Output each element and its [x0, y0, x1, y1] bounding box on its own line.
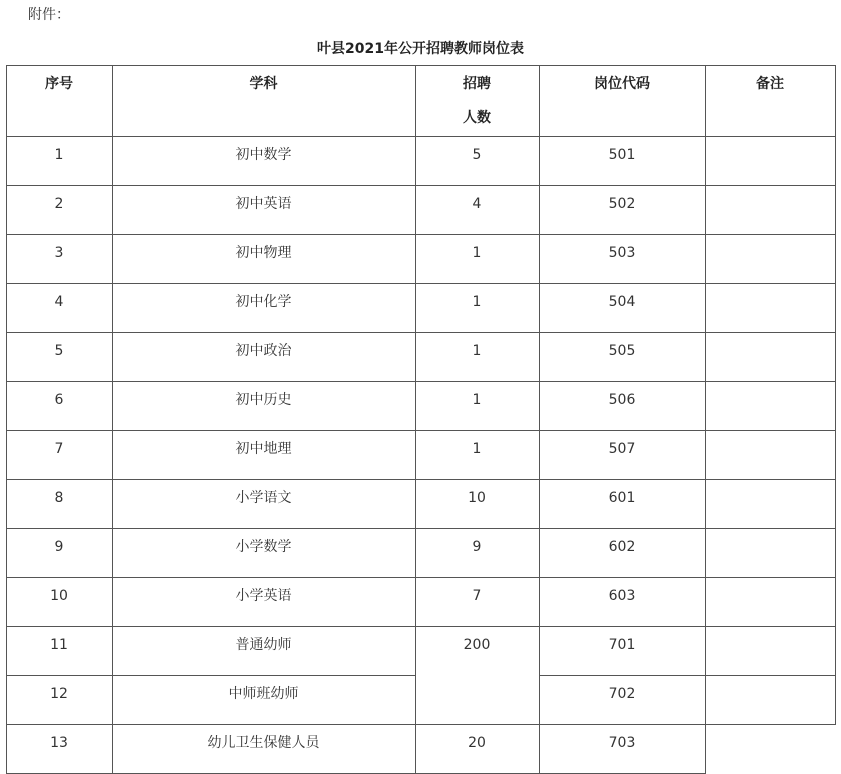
cell-remark	[705, 675, 835, 724]
cell-remark	[705, 577, 835, 626]
cell-index: 7	[54, 441, 64, 457]
column-divider	[415, 65, 416, 774]
row-divider	[6, 234, 836, 235]
row-divider	[6, 381, 836, 382]
cell-code: 702	[608, 686, 636, 702]
cell-subject: 小学数学	[235, 539, 292, 555]
cell-remark	[705, 332, 835, 381]
header-index: 序号	[45, 76, 73, 92]
header-count	[415, 65, 539, 136]
cell-subject: 初中物理	[235, 245, 292, 261]
cell-remark	[705, 283, 835, 332]
row-divider	[539, 675, 836, 676]
cell-index: 10	[50, 588, 68, 604]
header-remark: 备注	[756, 76, 784, 92]
header-count-line-2: 人数	[463, 110, 491, 126]
cell-index: 12	[50, 686, 68, 702]
cell-code: 502	[608, 196, 636, 212]
cell-remark	[705, 381, 835, 430]
cell-count: 1	[472, 294, 482, 310]
table-top-border	[6, 65, 836, 66]
column-divider	[112, 65, 113, 774]
cell-remark	[705, 479, 835, 528]
row-divider	[6, 528, 836, 529]
cell-index: 4	[54, 294, 64, 310]
column-divider	[539, 65, 540, 774]
cell-code: 506	[608, 392, 636, 408]
cell-code: 503	[608, 245, 636, 261]
cell-count: 1	[472, 245, 482, 261]
row-divider	[6, 479, 836, 480]
header-count-line-1: 招聘	[463, 76, 491, 92]
cell-subject: 小学英语	[235, 588, 292, 604]
positions-table	[6, 65, 836, 770]
cell-index: 11	[50, 637, 68, 653]
cell-subject: 初中政治	[235, 343, 292, 359]
cell-subject: 初中历史	[235, 392, 292, 408]
header-divider	[6, 136, 836, 137]
cell-count: 9	[472, 539, 482, 555]
cell-count: 1	[472, 441, 482, 457]
table-title: 叶县2021年公开招聘教师岗位表	[317, 41, 524, 57]
cell-code: 703	[608, 735, 636, 751]
row-divider	[6, 332, 836, 333]
cell-code: 504	[608, 294, 636, 310]
cell-remark	[705, 234, 835, 283]
cell-remark	[705, 136, 835, 185]
cell-count: 7	[472, 588, 482, 604]
cell-index: 13	[50, 735, 68, 751]
cell-remark	[705, 185, 835, 234]
cell-index: 1	[54, 147, 64, 163]
cell-index: 2	[54, 196, 64, 212]
row-divider	[6, 185, 836, 186]
row-divider	[6, 283, 836, 284]
row-divider	[6, 577, 836, 578]
cell-subject: 初中化学	[235, 294, 292, 310]
cell-code: 507	[608, 441, 636, 457]
header-subject: 学科	[249, 76, 278, 92]
cell-count: 1	[472, 392, 482, 408]
cell-count: 20	[468, 735, 486, 751]
cell-subject: 初中地理	[235, 441, 292, 457]
cell-code: 501	[608, 147, 636, 163]
row-divider	[6, 724, 836, 725]
cell-index: 5	[54, 343, 64, 359]
attachment-label: 附件：	[28, 7, 70, 23]
row-divider	[6, 430, 836, 431]
cell-subject: 幼儿卫生保健人员	[207, 735, 320, 751]
cell-code: 505	[608, 343, 636, 359]
cell-count: 4	[472, 196, 482, 212]
cell-count: 5	[472, 147, 482, 163]
cell-subject: 普通幼师	[235, 637, 292, 653]
cell-subject: 中师班幼师	[228, 686, 299, 702]
cell-remark	[705, 430, 835, 479]
row-divider	[6, 626, 836, 627]
cell-count: 10	[468, 490, 486, 506]
cell-count-merged: 200	[463, 637, 491, 653]
column-divider	[6, 65, 7, 774]
cell-index: 3	[54, 245, 64, 261]
cell-remark	[705, 528, 835, 577]
cell-code: 601	[608, 490, 636, 506]
cell-index: 6	[54, 392, 64, 408]
cell-code: 603	[608, 588, 636, 604]
cell-subject: 初中英语	[235, 196, 292, 212]
row-divider	[6, 675, 416, 676]
cell-code: 701	[608, 637, 636, 653]
cell-subject: 初中数学	[235, 147, 292, 163]
remark-right-border	[835, 65, 836, 725]
column-divider	[705, 65, 706, 774]
cell-remark	[705, 626, 835, 675]
cell-index: 8	[54, 490, 64, 506]
header-code: 岗位代码	[594, 76, 650, 92]
cell-subject: 小学语文	[235, 490, 292, 506]
cell-code: 602	[608, 539, 636, 555]
cell-index: 9	[54, 539, 64, 555]
cell-count: 1	[472, 343, 482, 359]
